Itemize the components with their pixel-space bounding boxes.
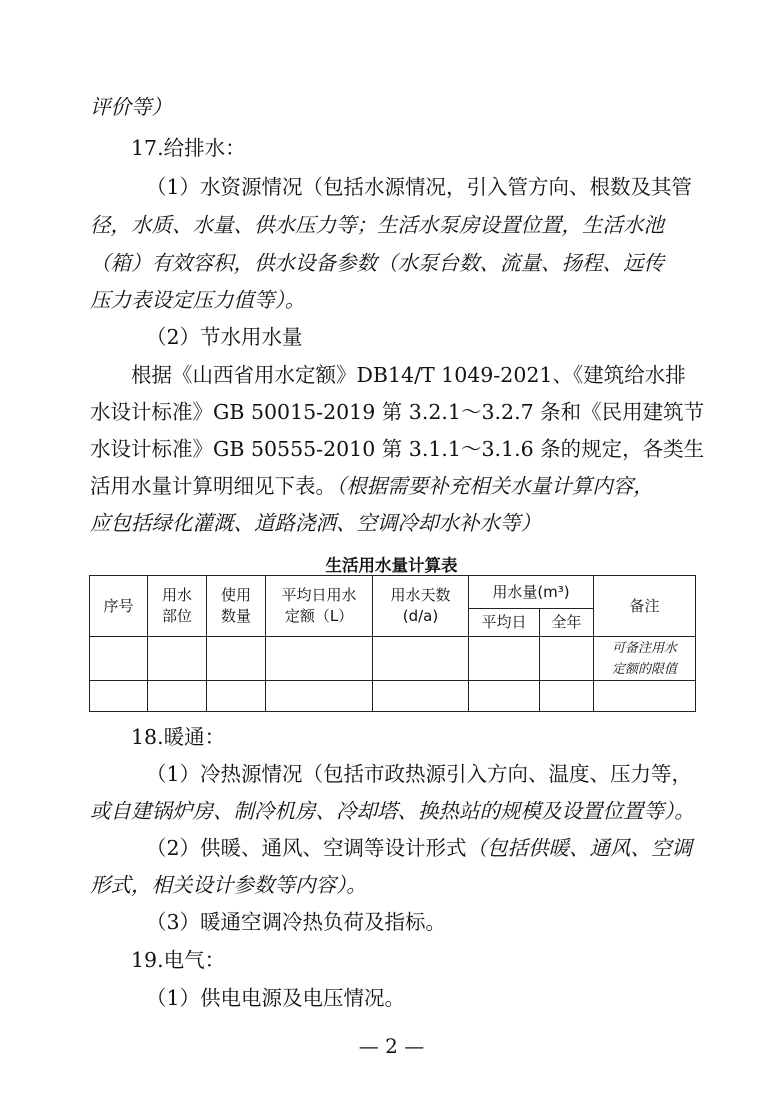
header-quota (266, 576, 373, 637)
header-quantity (207, 576, 266, 637)
table-cell (469, 681, 540, 712)
page-number: — 2 — (358, 1034, 425, 1058)
text-line: （3）暖通空调冷热负荷及指标。 (146, 910, 447, 934)
table-cell (266, 637, 373, 681)
table-cell (373, 681, 469, 712)
text-line: （1）供电电源及电压情况。 (146, 986, 406, 1010)
table-cell (148, 681, 207, 712)
text-line: 评价等） (90, 95, 172, 119)
text-line (90, 471, 700, 501)
header-days-line-1: 用水天数 (390, 586, 451, 604)
table-cell (266, 681, 373, 712)
text-line: 水设计标准》GB 50015-2019 第 3.2.1～3.2.7 条和《民用建筑节 (90, 400, 705, 424)
header-quantity-line-1: 使用 (220, 586, 251, 604)
header-year: 全年 (540, 609, 594, 637)
table-cell (207, 681, 266, 712)
remark-note-cell (594, 637, 696, 681)
header-remark: 备注 (594, 576, 696, 637)
text-line: 形式，相关设计参数等内容）。 (90, 873, 367, 897)
text-span-italic: （包括供暖、通风、空调 (466, 836, 693, 860)
table-cell (207, 637, 266, 681)
remark-note-line-1: 可备注用水 (611, 640, 677, 656)
table-row (90, 637, 696, 681)
text-span-italic: （根据需要补充相关水量计算内容， (336, 474, 654, 498)
header-days-line-2: (d/a) (402, 607, 439, 625)
text-span: （2）供暖、通风、空调等设计形式 (146, 836, 467, 860)
text-span: 活用水量计算明细见下表。 (90, 474, 336, 498)
table-title: 生活用水量计算表 (325, 556, 458, 575)
section-heading-19: 19.电气： (131, 948, 226, 972)
table-cell (469, 637, 540, 681)
text-line: 径，水质、水量、供水压力等；生活水泵房设置位置，生活水池 (90, 213, 664, 237)
header-area-line-2: 部位 (161, 607, 192, 625)
table-cell (90, 681, 148, 712)
header-quantity-line-2: 数量 (220, 607, 251, 625)
table-cell (90, 637, 148, 681)
header-quota-line-1: 平均日用水 (281, 586, 357, 604)
water-usage-table (89, 575, 696, 712)
header-quota-line-2: 定额（L） (284, 607, 354, 625)
text-line: （2）节水用水量 (146, 325, 303, 349)
section-heading-17: 17.给排水： (131, 136, 246, 160)
table-cell (148, 637, 207, 681)
text-line: （1）冷热源情况（包括市政热源引入方向、温度、压力等， (146, 762, 693, 786)
remark-note-line-2: 定额的限值 (611, 661, 677, 677)
text-line: 水设计标准》GB 50555-2010 第 3.1.1～3.1.6 条的规定，各类生 (90, 437, 705, 461)
header-seq: 序号 (90, 576, 148, 637)
header-usage: 用水量(m³) (469, 576, 594, 609)
section-heading-18: 18.暖通： (131, 725, 226, 749)
table-cell (540, 637, 594, 681)
text-line: 应包括绿化灌溉、道路浇洒、空调冷却水补水等） (90, 511, 541, 535)
text-line: 根据《山西省用水定额》DB14/T 1049-2021、《建筑给水排 (131, 363, 686, 387)
header-area-line-1: 用水 (161, 586, 192, 604)
text-line: （箱）有效容积，供水设备参数（水泵台数、流量、扬程、远传 (90, 251, 664, 275)
header-days (373, 576, 469, 637)
text-line (146, 833, 756, 863)
header-avg-day: 平均日 (469, 609, 540, 637)
table-cell (540, 681, 594, 712)
text-line: 压力表设定压力值等）。 (90, 288, 306, 312)
text-line: 或自建锅炉房、制冷机房、冷却塔、换热站的规模及设置位置等）。 (90, 799, 695, 823)
table-cell (594, 681, 696, 712)
text-line: （1）水资源情况（包括水源情况，引入管方向、根数及其管 (146, 175, 693, 199)
table-row (90, 681, 696, 712)
header-area (148, 576, 207, 637)
table-cell (373, 637, 469, 681)
